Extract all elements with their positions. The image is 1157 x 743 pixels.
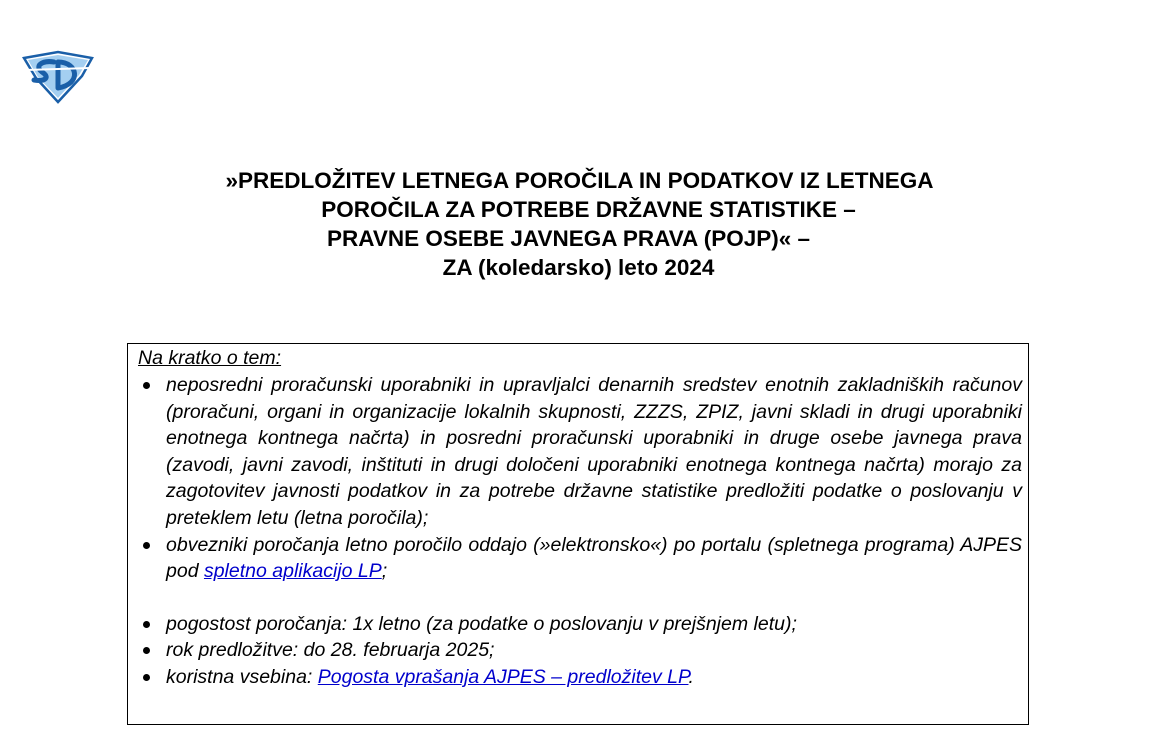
pogosta-vprasanja-link[interactable]: Pogosta vprašanja AJPES – predložitev LP <box>317 665 689 688</box>
summary-box <box>127 343 1029 725</box>
summary-heading: Na kratko o tem: <box>138 347 282 369</box>
bullet-icon <box>143 542 150 549</box>
list-item-text-suffix: . <box>688 665 694 688</box>
title-line-4: ZA (koledarsko) leto 2024 <box>442 255 715 280</box>
list-item-text: neposredni proračunski uporabniki in upravljalci denarnih sredstev enotnih zakladniških računov (proračuni, organi in organizacije lokalnih skupnosti, ZZZS, ZPIZ, javni skladi in drugi uporabniki enotnega kontnega načrta) in posredni proračunski uporabniki in druge osebe javnega prava (zavodi, javni zavodi, inštituti in drugi določeni uporabniki enotnega kontnega načrta) morajo za zagotovitev javnosti podatkov in za potrebe državne statistike predložiti podatke o poslovanju v preteklem letu (letna poročila); <box>166 374 1022 529</box>
bullet-icon <box>143 382 150 389</box>
bullet-icon <box>143 621 150 628</box>
title-line-1: »PREDLOŽITEV LETNEGA POROČILA IN PODATKOV IZ LETNEGA <box>225 168 934 193</box>
list-item-text: obvezniki poročanja letno poročilo oddajo (»elektronsko«) po portalu (spletnega programa) AJPES pod <box>166 533 1022 583</box>
title-line-3: PRAVNE OSEBE JAVNEGA PRAVA (POJP)« – <box>326 226 811 251</box>
summary-list <box>138 372 1022 691</box>
list-item-text: koristna vsebina: <box>166 665 318 688</box>
list-item <box>138 372 1022 532</box>
list-item <box>138 611 1022 638</box>
sd-shield-logo-icon <box>20 48 96 104</box>
bullet-icon <box>143 647 150 654</box>
list-item <box>138 664 1022 691</box>
bullet-icon <box>143 674 150 681</box>
list-item <box>138 637 1022 664</box>
document-title <box>0 166 1157 282</box>
spletno-aplikacijo-lp-link[interactable]: spletno aplikacijo LP <box>203 560 382 583</box>
list-item-text-suffix: ; <box>381 560 388 583</box>
list-item-text: pogostost poročanja: 1x letno (za podatke o poslovanju v prejšnjem letu); <box>166 612 797 635</box>
list-item-text: rok predložitve: do 28. februarja 2025; <box>166 639 495 662</box>
list-item <box>138 532 1022 585</box>
title-line-2: POROČILA ZA POTREBE DRŽAVNE STATISTIKE – <box>321 197 856 222</box>
